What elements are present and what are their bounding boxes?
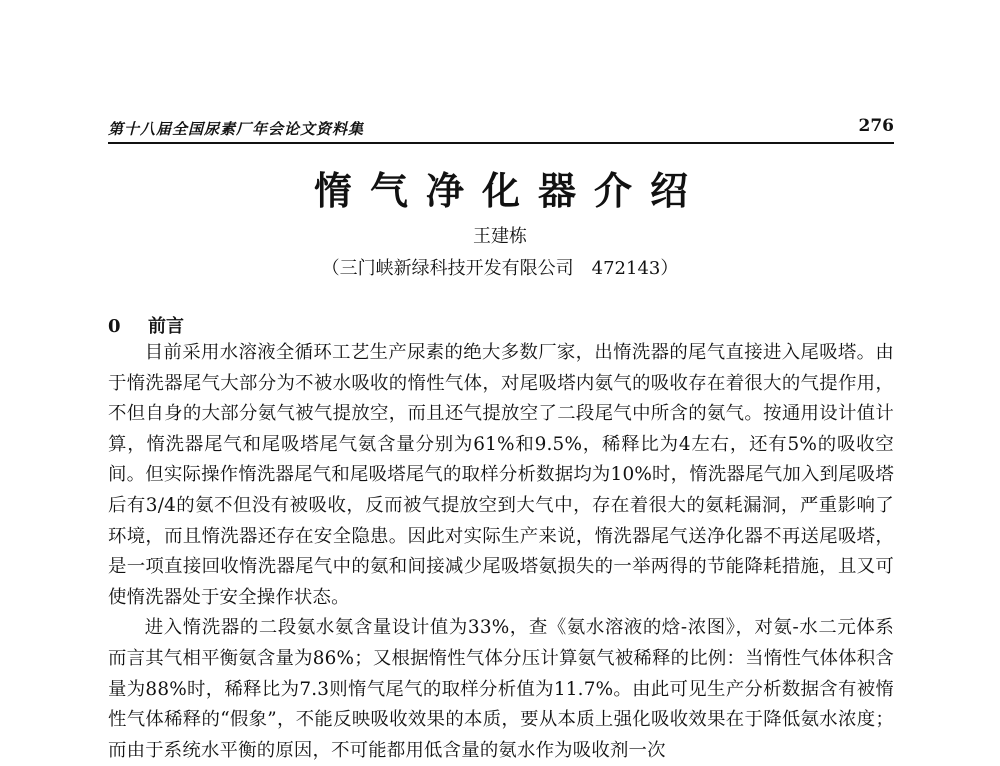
paper-title: 惰气净化器介绍 — [313, 169, 706, 213]
journal-title: 第十八届全国尿素厂年会论文资料集 — [108, 120, 365, 138]
author-affiliation: （三门峡新绿科技开发有限公司 472143） — [321, 258, 679, 279]
section-title: 前言 — [148, 316, 184, 337]
body-text — [108, 338, 894, 766]
paragraph: 目前采用水溶液全循环工艺生产尿素的绝大多数厂家，出惰洗器的尾气直接进入尾吸塔。由于惰洗器尾气大部分为不被水吸收的惰性气体，对尾吸塔内氨气的吸收存在着很大的气提作用，不但自身的大部分氨气被气提放空，而且还气提放空了二段尾气中所含的氨气。按通用设计值计算，惰洗器尾气和尾吸塔尾气氨含量分别为61%和9.5%，稀释比为4左右，还有5%的吸收空间。但实际操作惰洗器尾气和尾吸塔尾气的取样分析数据均为10%时，惰洗器尾气加入到尾吸塔后有3/4的氨不但没有被吸收，反而被气提放空到大气中，存在着很大的氨耗漏洞，严重影响了环境，而且惰洗器还存在安全隐患。因此对实际生产来说，惰洗器尾气送净化器不再送尾吸塔，是一项直接回收惰洗器尾气中的氨和间接减少尾吸塔氨损失的一举两得的节能降耗措施，且又可使惰洗器处于安全操作状态。 — [108, 342, 894, 608]
author-name: 王建栋 — [473, 226, 527, 247]
section-heading — [108, 312, 184, 338]
page-number: 276 — [858, 116, 894, 136]
paragraph: 进入惰洗器的二段氨水氨含量设计值为33%，查《氨水溶液的焓-浓图》，对氨-水二元体系而言其气相平衡氨含量为86%；又根据惰性气体分压计算氨气被稀释的比例：当惰性气体体积含量为88%时，稀释比为7.3则惰气尾气的取样分析值为11.7%。由此可见生产分析数据含有被惰性气体稀释的“假象”，不能反映吸收效果的本质，要从本质上强化吸收效果在于降低氨水浓度；而由于系统水平衡的原因，不可能都用低含量的氨水作为吸收剂一次 — [108, 617, 894, 761]
running-header — [108, 118, 894, 144]
section-number: 0 — [108, 316, 121, 337]
